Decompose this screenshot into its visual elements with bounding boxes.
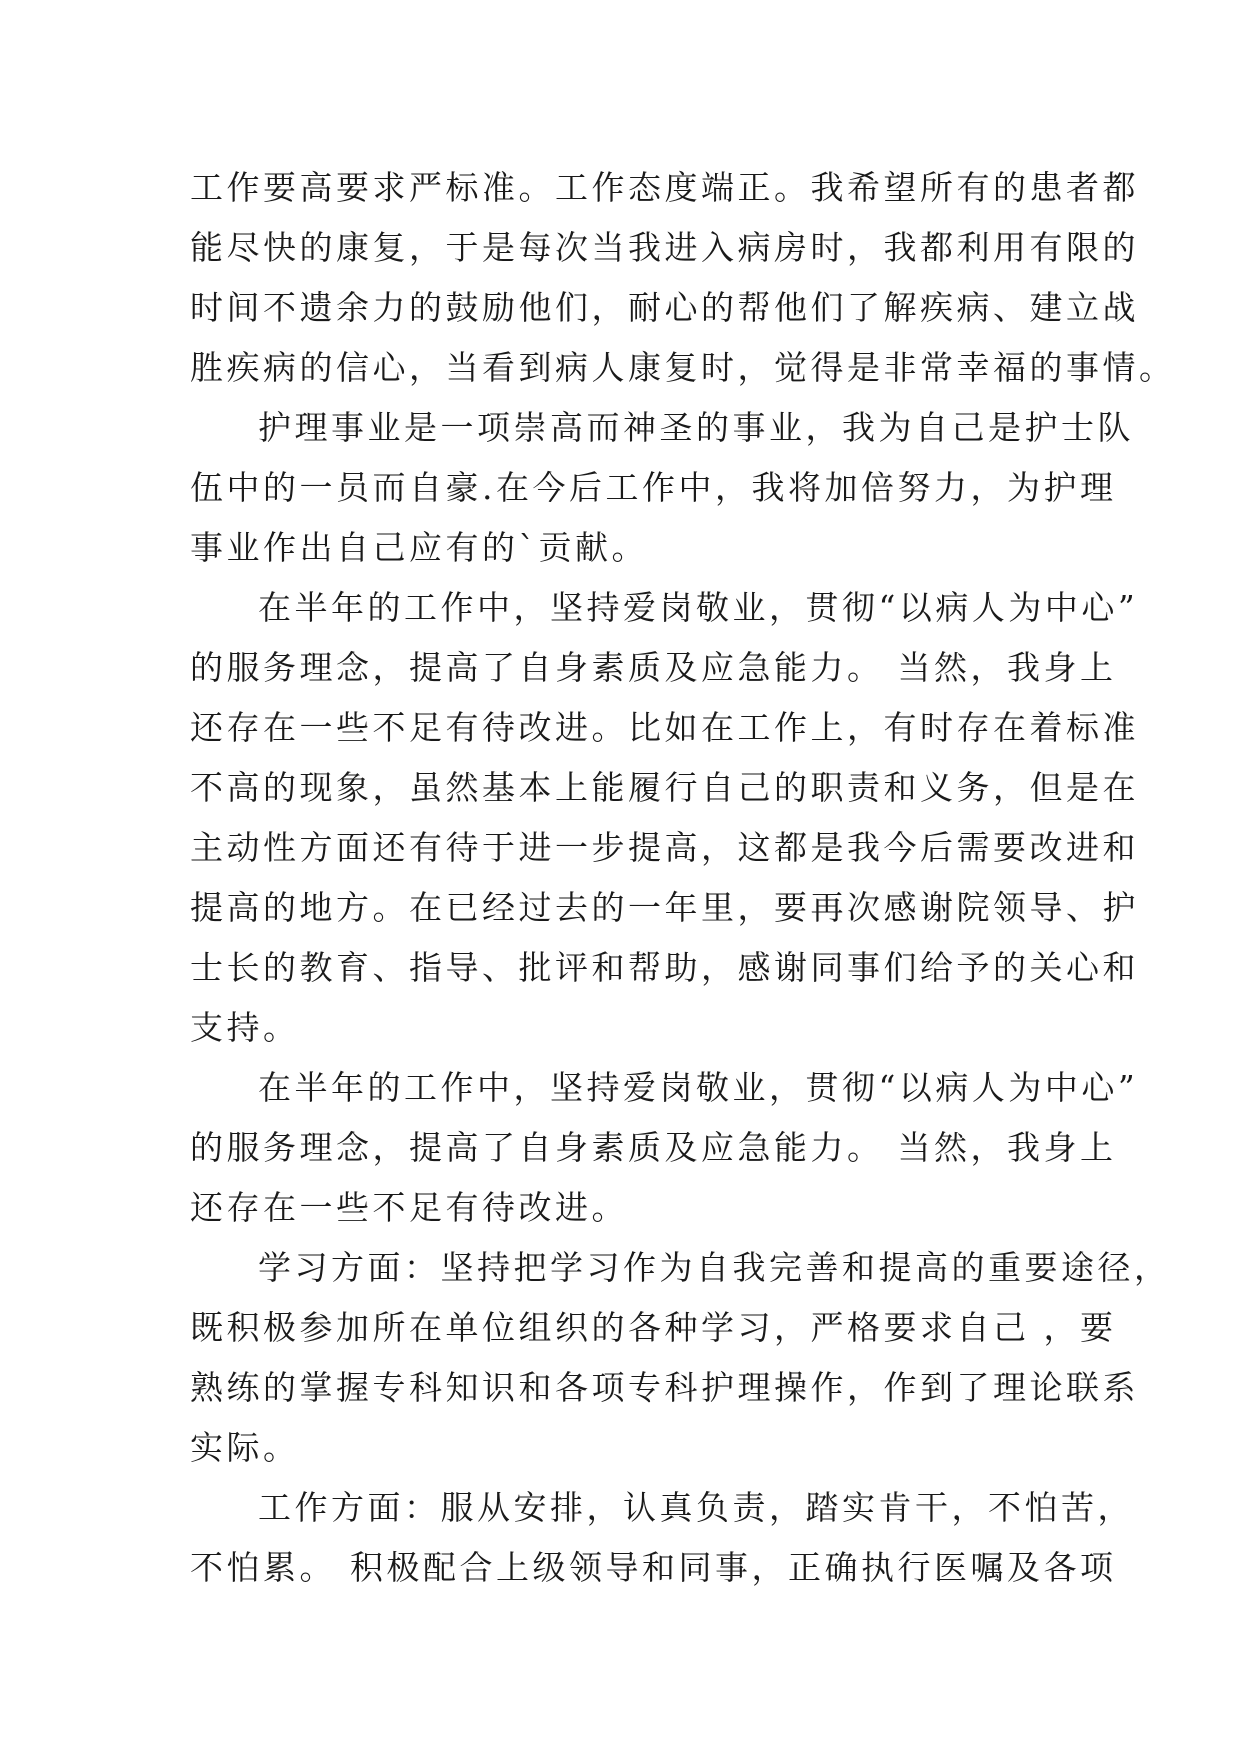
paragraph-first-line: 护理事业是一项崇高而神圣的事业，我为自己是护士队 — [258, 408, 1134, 447]
paragraph-first-line: 在半年的工作中，坚持爱岗敬业，贯彻“以病人为中心” — [258, 1068, 1139, 1107]
paragraph-first-line: 学习方面：坚持把学习作为自我完善和提高的重要途径， — [258, 1248, 1171, 1287]
text-line: 的服务理念，提高了自身素质及应急能力。 当然，我身上 — [190, 1128, 1117, 1167]
text-line: 时间不遗余力的鼓励他们，耐心的帮他们了解疾病、建立战 — [190, 288, 1139, 327]
text-line: 还存在一些不足有待改进。比如在工作上，有时存在着标准 — [190, 708, 1139, 747]
text-line: 主动性方面还有待于进一步提高，这都是我今后需要改进和 — [190, 828, 1139, 867]
text-line: 不怕累。 积极配合上级领导和同事，正确执行医嘱及各项 — [190, 1548, 1117, 1587]
paragraph-first-line: 在半年的工作中，坚持爱岗敬业，贯彻“以病人为中心” — [258, 588, 1139, 627]
text-line: 实际。 — [190, 1428, 300, 1467]
text-line: 支持。 — [190, 1008, 300, 1047]
text-line: 胜疾病的信心，当看到病人康复时，觉得是非常幸福的事情。 — [190, 348, 1176, 387]
text-line: 提高的地方。在已经过去的一年里，要再次感谢院领导、护 — [190, 888, 1139, 927]
text-line: 既积极参加所在单位组织的各种学习，严格要求自己 ，要 — [190, 1308, 1117, 1347]
paragraph-first-line: 工作方面：服从安排，认真负责，踏实肯干，不怕苦， — [258, 1488, 1134, 1527]
text-line: 士长的教育、指导、批评和帮助，感谢同事们给予的关心和 — [190, 948, 1139, 987]
text-line: 能尽快的康复，于是每次当我进入病房时，我都利用有限的 — [190, 228, 1139, 267]
text-line: 的服务理念，提高了自身素质及应急能力。 当然，我身上 — [190, 648, 1117, 687]
text-line: 不高的现象，虽然基本上能履行自己的职责和义务，但是在 — [190, 768, 1139, 807]
text-line: 还存在一些不足有待改进。 — [190, 1188, 628, 1227]
text-line: 伍中的一员而自豪.在今后工作中，我将加倍努力，为护理 — [190, 468, 1117, 507]
text-line: 工作要高要求严标准。工作态度端正。我希望所有的患者都 — [190, 168, 1139, 207]
text-line: 事业作出自己应有的`贡献。 — [190, 528, 648, 567]
text-line: 熟练的掌握专科知识和各项专科护理操作，作到了理论联系 — [190, 1368, 1139, 1407]
document-body — [190, 158, 1176, 1598]
